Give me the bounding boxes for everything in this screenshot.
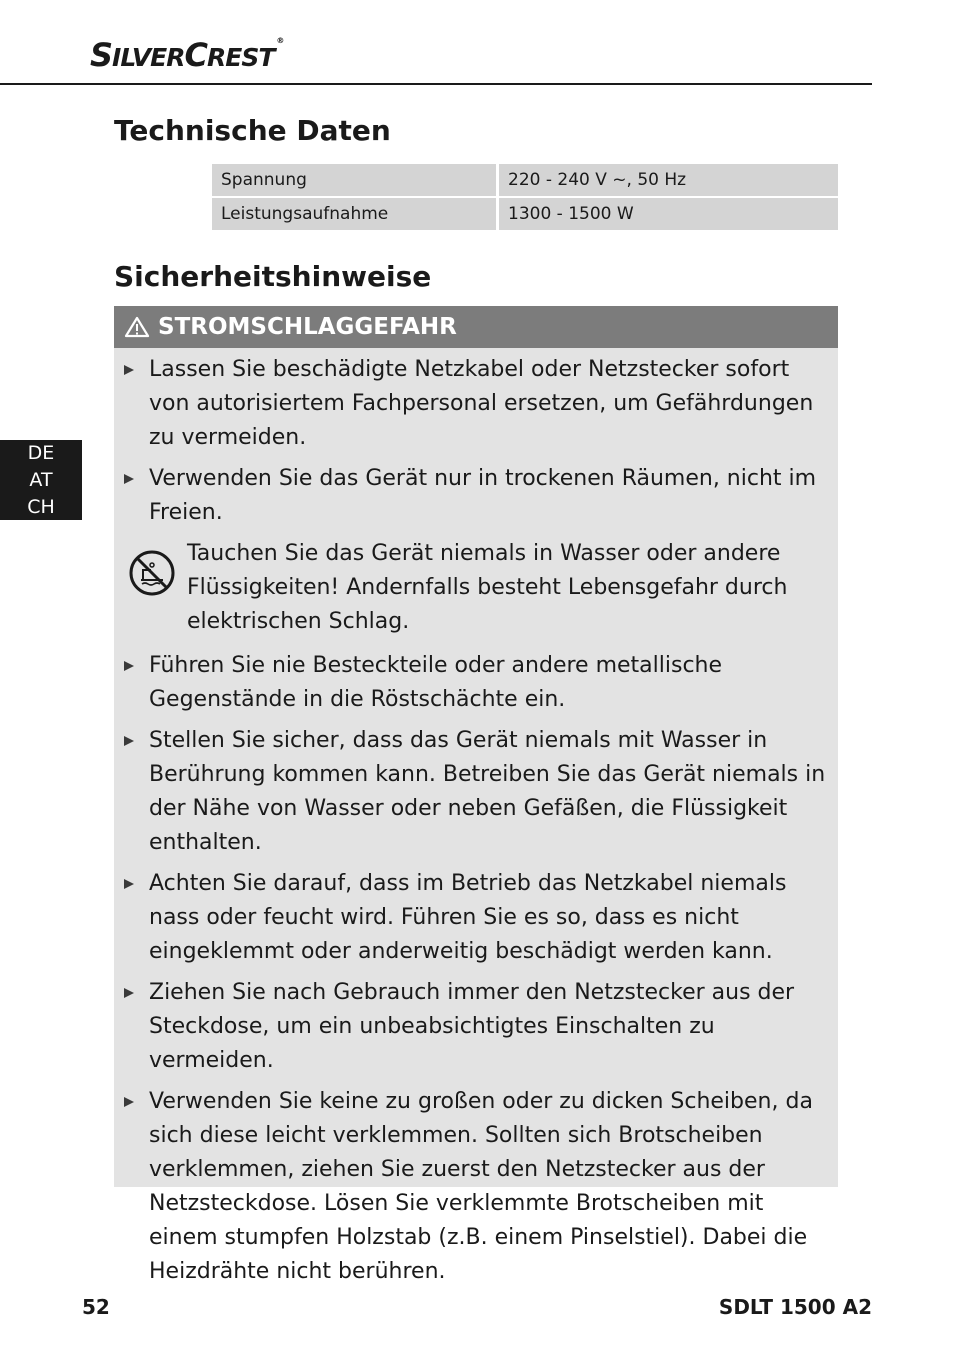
no-water-immersion-icon — [128, 549, 176, 597]
spec-value: 1300 - 1500 W — [499, 198, 838, 230]
spec-label: Leistungsaufnahme — [212, 198, 499, 230]
bullet-arrow-icon — [124, 736, 134, 746]
list-item: Lassen Sie beschädigte Netzkabel oder Netzstecker sofort von autorisiertem Fachpersonal ersetzen, um Gefährdungen zu vermeiden. — [114, 353, 838, 455]
warning-box — [114, 306, 838, 1284]
list-item: Stellen Sie sicher, dass das Gerät niemals mit Wasser in Berührung kommen kann. Betreiben Sie das Gerät niemals in der Nähe von Wasser oder neben Gefäßen, die Flüssigkeit enthalten. — [114, 724, 838, 860]
pictogram-note: Tauchen Sie das Gerät niemals in Wasser oder andere Flüssigkeiten! Andernfalls besteht Lebensgefahr durch elektrischen Schlag. — [114, 537, 838, 639]
warning-title: STROMSCHLAGGEFAHR — [158, 314, 457, 340]
list-item: Verwenden Sie keine zu großen oder zu dicken Scheiben, da sich diese leicht verklemmen. Sollten sich Brotscheiben verklemmen, ziehen Sie zuerst den Netzstecker aus der Netzsteckdose. Lösen Sie verklemmte Brotscheiben mit einem stumpfen Holzstab (z.B. einem Pinselstiel). Dabei die Heizdrähte nicht berühren. — [114, 1085, 838, 1289]
warning-header — [114, 306, 838, 348]
list-item: Verwenden Sie das Gerät nur in trockenen Räumen, nicht im Freien. — [114, 462, 838, 530]
brand-letters: REST — [207, 43, 275, 72]
table-row — [212, 198, 838, 230]
language-tab — [0, 440, 82, 520]
bullet-arrow-icon — [124, 879, 134, 889]
safety-heading: Sicherheitshinweise — [114, 260, 432, 293]
list-item: Ziehen Sie nach Gebrauch immer den Netzstecker aus der Steckdose, um ein unbeabsichtigtes Einschalten zu vermeiden. — [114, 976, 838, 1078]
lang-ch: CH — [27, 496, 55, 518]
spec-table — [212, 162, 838, 232]
tech-data-heading: Technische Daten — [114, 114, 391, 147]
safety-list — [114, 353, 838, 530]
bullet-arrow-icon — [124, 661, 134, 671]
spec-value: 220 - 240 V ~, 50 Hz — [499, 164, 838, 196]
registered-mark: ® — [276, 36, 284, 45]
header-rule — [0, 83, 872, 85]
lang-de: DE — [27, 442, 55, 464]
brand-letter: S — [90, 36, 113, 74]
list-item: Achten Sie darauf, dass im Betrieb das Netzkabel niemals nass oder feucht wird. Führen Sie es so, dass es nicht eingeklemmt oder anderweitig beschädigt werden kann. — [114, 867, 838, 969]
bullet-arrow-icon — [124, 1097, 134, 1107]
lang-at: AT — [29, 469, 53, 491]
model-number: SDLT 1500 A2 — [718, 1295, 872, 1319]
brand-letters: ILVER — [112, 43, 185, 72]
bullet-arrow-icon — [124, 988, 134, 998]
safety-list-continued — [114, 649, 838, 1289]
warning-triangle-icon — [124, 316, 150, 338]
bullet-arrow-icon — [124, 365, 134, 375]
list-item: Führen Sie nie Besteckteile oder andere metallische Gegenstände in die Röstschächte ein. — [114, 649, 838, 717]
table-row — [212, 164, 838, 196]
brand-logo — [90, 36, 283, 74]
page-number: 52 — [82, 1295, 110, 1319]
spec-label: Spannung — [212, 164, 499, 196]
brand-letter: C — [184, 36, 207, 74]
bullet-arrow-icon — [124, 474, 134, 484]
